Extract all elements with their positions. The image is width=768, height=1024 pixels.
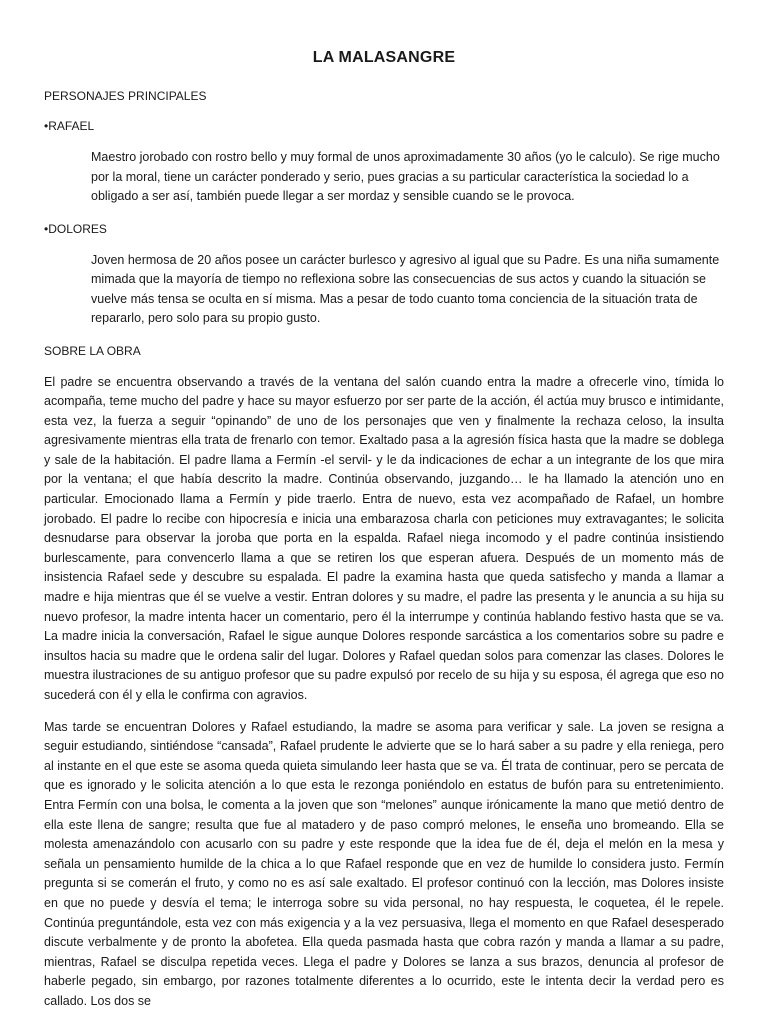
- character-name: •RAFAEL: [44, 119, 95, 133]
- body-paragraph: Mas tarde se encuentran Dolores y Rafael estudiando, la madre se asoma para verificar y sale. La joven se resigna a seguir estudiando, sintiéndose “cansada”, Rafael prudente le advierte que se lo hará saber a su padre y ella reniega, pero al instante en el que este se asoma queda quieta simulando leer hasta que se va. Él trata de continuar, pero se percata de que es ignorado y le solicita atención a lo que esta le rezonga poniéndolo en estatus de bufón para su entretenimiento. Entra Fermín con una bolsa, le comenta a la joven que son “melones” aunque irónicamente la mano que metió dentro de ella este llena de sangre; resulta que fue al matadero y de paso compró melones, le enseña uno bromeando. Ella se molesta amenazándolo con acusarlo con su padre y este responde que la idea fue de él, deja el melón en la mesa y señala un pensamiento humilde de la chica a lo que Rafael responde que en vez de humilde lo considera justo. Fermín pregunta si se comerán el fruto, y como no es así sale exaltado. El profesor continuó con la lección, mas Dolores insiste en que no puede y desvía el tema; le interroga sobre su vida personal, no hay respuesta, le coquetea, él le repele. Continúa preguntándole, esta vez con más exigencia y a la vez persuasiva, llega el momento en que Rafael desesperado discute verbalmente y de pronto la abofetea. Ella queda pasmada hasta que cobra razón y manda a llamar a su padre, mientras, Rafael se disculpa repetida veces. Llega el padre y Dolores se lanza a sus brazos, denuncia al profesor de haberle pegado, sin embargo, por razones totalmente diferentes a lo ocurrido, este le intenta decir la verdad pero es callado. Los dos se: [44, 719, 724, 1008]
- character-description: Joven hermosa de 20 años posee un carácter burlesco y agresivo al igual que su Padre. Es una niña sumamente mimada que la mayoría de tiempo no reflexiona sobre las consecuencias de sus actos y cuando la situación se vuelve más tensa se oculta en sí misma. Mas a pesar de todo cuanto toma conciencia de la situación trata de repararlo, pero solo para su propio gusto.: [91, 252, 720, 325]
- about-heading: SOBRE LA OBRA: [44, 343, 141, 358]
- document-title: LA MALASANGRE: [312, 49, 456, 66]
- character-dolores: [44, 221, 724, 329]
- character-description: Maestro jorobado con rostro bello y muy formal de unos aproximadamente 30 años (yo le calculo). Se rige mucho por la moral, tiene un carácter ponderado y serio, pues gracias a su particular característica la sociedad lo a obligado a ser así, también puede llegar a ser mordaz y sensible cuando se le provoca.: [91, 150, 720, 203]
- character-name: •DOLORES: [44, 221, 107, 236]
- body-paragraph: El padre se encuentra observando a través de la ventana del salón cuando entra la madre a ofrecerle vino, tímida lo acompaña, teme mucho del padre y hace su mayor esfuerzo por ser parte de la acción, él actúa muy brusco e intimidante, esta vez, la fuerza a seguir “opinando” de uno de los personajes que ven y finalmente la rechaza celoso, la insulta agresivamente mientras ella trata de frenarlo con temor. Exaltado pasa a la agresión física hasta que la madre se doblega y sale de la habitación. El padre llama a Fermín -el servil- y le da indicaciones de echar a un integrante de los que mira por la ventana; el que había descrito la madre. Continúa observando, juzgando… le ha llamado la atención uno en particular. Emocionado llama a Fermín y pide traerlo. Entra de nuevo, esta vez acompañado de Rafael, un hombre jorobado. El padre lo recibe con hipocresía e inicia una embarazosa charla con peticiones muy extravagantes; le solicita desnudarse para observar la joroba que porta en la espalda. Rafael niega incomodo y el padre continúa insistiendo burlescamente, para convencerlo llama a que se retiren los que esperan afuera. Después de un momento más de insistencia Rafael sede y descubre su espalada. El padre la examina hasta que queda satisfecho y manda a llamar a madre e hija mientras que él se vuelve a vestir. Entran dolores y su madre, el padre las presenta y le anuncia a su hija su nuevo profesor, la madre intenta hacer un comentario, pero él la interrumpe y continúa hablando festivo hasta que se va. La madre inicia la conversación, Rafael le sigue aunque Dolores responde sarcástica a los comentarios sobre su padre e insultos hacia su madre que le ordena salir del lugar. Dolores y Rafael quedan solos para comenzar las clases. Dolores le muestra ilustraciones de su antiguo profesor que su padre expulsó por recelo de su hija y su esposa, él agrega que eso no sucederá con él y ella le confirma con agravios.: [44, 374, 724, 702]
- character-rafael: [44, 118, 724, 207]
- characters-heading: PERSONAJES PRINCIPALES: [44, 89, 207, 103]
